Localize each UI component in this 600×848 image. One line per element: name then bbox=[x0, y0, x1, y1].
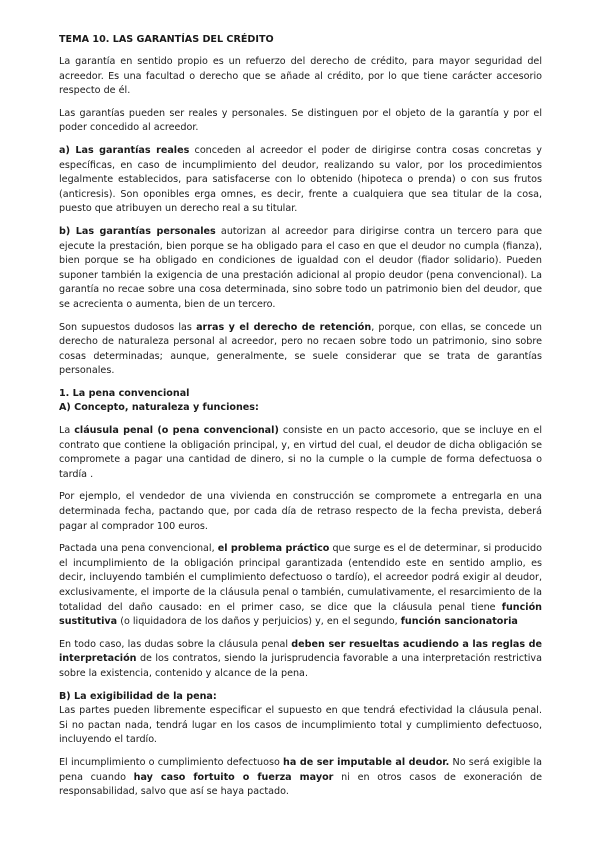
subsection-heading-exigibilidad: B) La exigibilidad de la pena: bbox=[59, 690, 217, 702]
document-title: TEMA 10. LAS GARANTÍAS DEL CRÉDITO bbox=[59, 34, 274, 45]
term-personal-guarantees: b) Las garantías personales bbox=[59, 225, 216, 237]
paragraph-example: Por ejemplo, el vendedor de una vivienda en construcción se compromete a entregarla en una determinada fecha, pactando que, por cada día de retraso respecto de la fecha prevista, deberá pagar al comprador 100 euros. bbox=[59, 491, 542, 532]
paragraph-doubtful-cases: Son supuestos dudosos las arras y el derecho de retención, porque, con ellas, se concede un derecho de naturaleza personal al acreedor, pero no recaen sobre todo un patrimonio, sino sobre cosas determinadas; aunque, generalmente, se suele considerar que se trata de garantías personales. bbox=[59, 321, 542, 377]
paragraph-definition: La garantía en sentido propio es un refuerzo del derecho de crédito, para mayor seguridad del acreedor. Es una facultad o derecho que se añade al crédito, por lo que tiene carácter accesorio respecto de él. bbox=[59, 56, 542, 97]
term-real-guarantees: a) Las garantías reales bbox=[59, 144, 190, 156]
paragraph-real-guarantees: a) Las garantías reales conceden al acreedor el poder de dirigirse contra cosas concretas y específicas, en caso de incumplimiento del deudor, realizando su valor, por los procedimientos legalmente establecidos, para satisfacerse con lo obtenido (hipoteca o prenda) o con sus frutos (anticresis). Son oponibles erga omnes, es decir, frente a cualquiera que sea titular de la cosa, puesto que atribuyen un derecho real a su titular. bbox=[59, 144, 542, 215]
paragraph-practical-problem: Pactada una pena convencional, el problema práctico que surge es el de determinar, si producido el incumplimiento de la obligación principal garantizada (entendido este en sentido amplio, es decir, incluyendo también el cumplimiento defectuoso o tardío), el acreedor podrá exigir al deudor, exclusivamente, el importe de la cláusula penal o también, cumulativamente, el resarcimiento de la totalidad del daño causado: en el primer caso, se dice que la cláusula penal tiene función sustitutiva (o liquidadora de los daños y perjuicios) y, en el segundo, función sancionatoria bbox=[59, 543, 543, 628]
paragraph-personal-guarantees: b) Las garantías personales autorizan al acreedor para dirigirse contra un tercero para que ejecute la prestación, bien porque se ha obligado para el caso en que el deudor no cumpla (fianza), bien porque se ha obligado en condiciones de igualdad con el deudor (fiador solidario). Pueden suponer también la exigencia de una prestación adicional al propio deudor (pena convencional). La garantía no recae sobre una cosa determinada, sino sobre todo un patrimonio bien del deudor, que se acrecienta o aumenta, bien de un tercero. bbox=[59, 225, 542, 310]
paragraph-types: Las garantías pueden ser reales y personales. Se distinguen por el objeto de la garantía y por el poder concedido al acreedor. bbox=[59, 107, 542, 134]
paragraph-interpretation: En todo caso, las dudas sobre la cláusula penal deben ser resueltas acudiendo a las reglas de interpretación de los contratos, siendo la jurisprudencia favorable a una interpretación restrictiva sobre la existencia, contenido y alcance de la pena. bbox=[59, 638, 543, 679]
document-page bbox=[59, 33, 542, 808]
subsection-heading-concepto: A) Concepto, naturaleza y funciones: bbox=[59, 402, 259, 414]
paragraph-clausula-penal: La cláusula penal (o pena convencional) consiste en un pacto accesorio, que se incluye en el contrato que contiene la obligación principal, y, en virtud del cual, el deudor de dicha obligación se compromete a pagar una cantidad de dinero, si no la cumple o la cumple de forma defectuosa o tardía . bbox=[59, 425, 542, 480]
section-heading-pena: 1. La pena convencional bbox=[59, 387, 190, 399]
paragraph-imputable: El incumplimiento o cumplimiento defectuoso ha de ser imputable al deudor. No será exigible la pena cuando hay caso fortuito o fuerza mayor ni en otros casos de exoneración de responsabilidad, salvo que así se haya pactado. bbox=[59, 756, 543, 798]
paragraph-parties: Las partes pueden libremente especificar el supuesto en que tendrá efectividad la cláusula penal. Si no pactan nada, tendrá lugar en los casos de incumplimiento total y cumplimiento defectuoso, incluyendo el tardío. bbox=[59, 705, 542, 746]
